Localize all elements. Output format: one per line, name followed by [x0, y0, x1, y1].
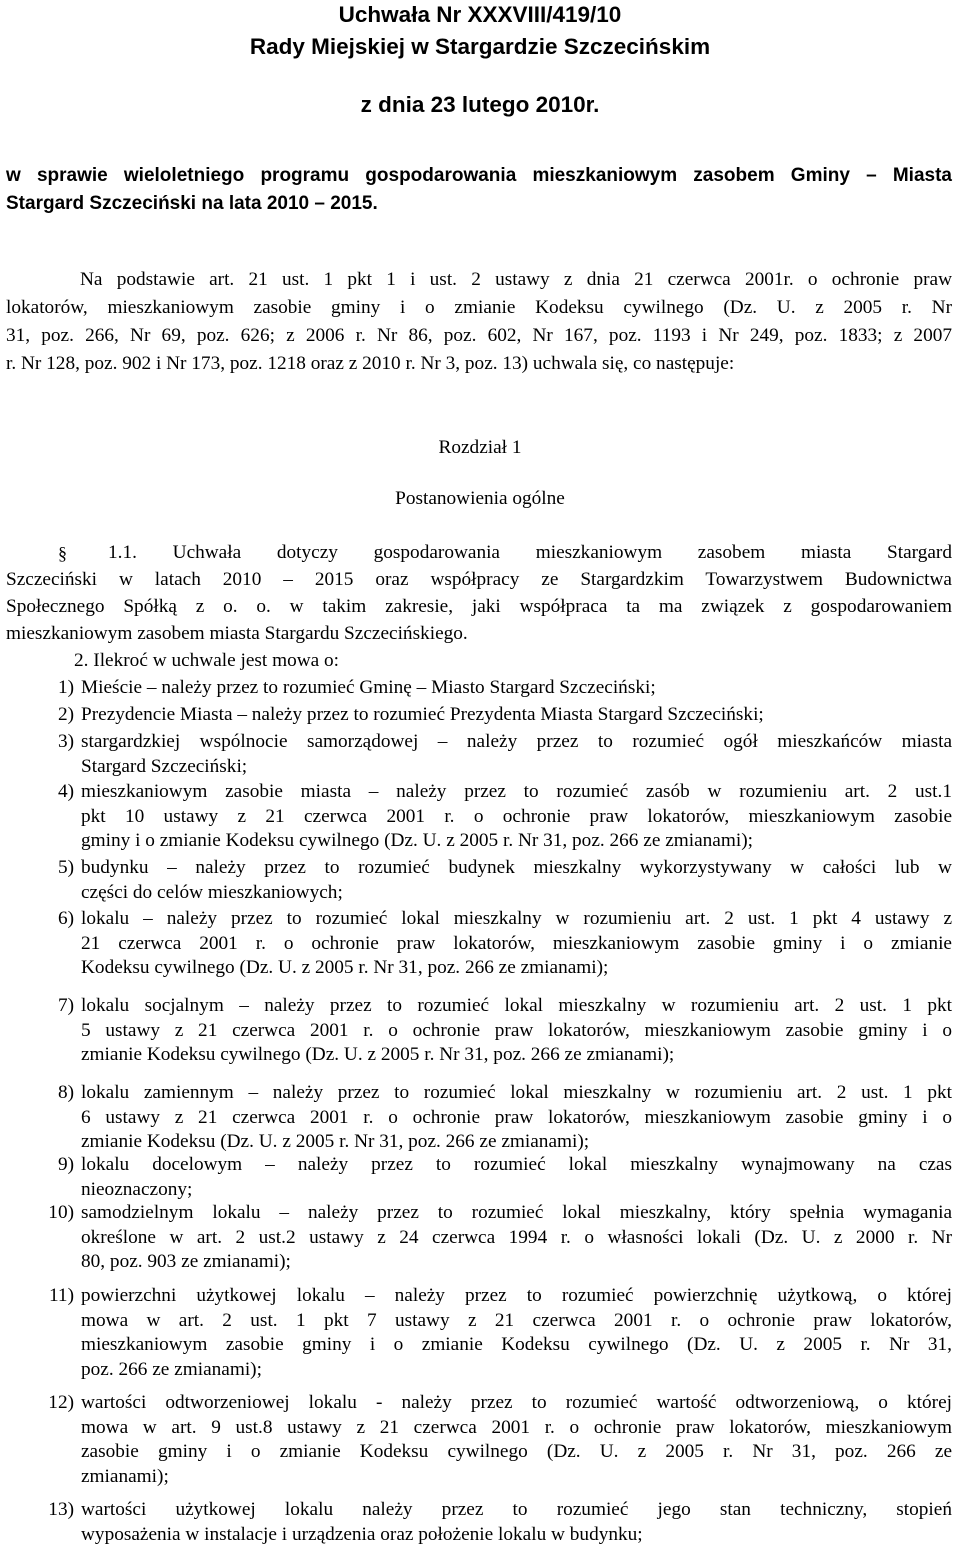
section-mark: § — [58, 543, 67, 563]
definition-text-line: Stargard Szczeciński; — [81, 755, 248, 777]
definition-text-line: mowa w art. 2 ust. 1 pkt 7 ustawy z 21 czerwca 2001 r. o ochronie praw lokatorów, — [81, 1309, 952, 1331]
definition-number: 5) — [57, 857, 74, 878]
definition-text-line: powierzchni użytkowej lokalu – należy przez to rozumieć powierzchnię użytkową, o której — [81, 1285, 952, 1306]
preamble-line: lokatorów, mieszkaniowym zasobie gminy i o zmianie Kodeksu cywilnego (Dz. U. z 2005 r. Nr — [6, 297, 952, 318]
definitions-intro: 2. Ilekroć w uchwale jest mowa o: — [74, 650, 340, 671]
subject-line-1: w sprawie wieloletniego programu gospodarowania mieszkaniowym zasobem Gminy – Miasta — [6, 165, 952, 186]
resolution-date: z dnia 23 lutego 2010r. — [360, 92, 600, 117]
definition-number: 13) — [48, 1499, 74, 1520]
definition-text-line: zmianie Kodeksu cywilnego (Dz. U. z 2005 r. Nr 31, poz. 266 ze zmianami); — [81, 1044, 675, 1066]
subject-line-2: Stargard Szczeciński na lata 2010 – 2015. — [6, 193, 378, 214]
definition-text-line: stargardzkiej wspólnocie samorządowej – należy przez to rozumieć ogół mieszkańców miasta — [81, 731, 952, 752]
definition-text-line: samodzielnym lokalu – należy przez to rozumieć lokal mieszkalny, który spełnia wymagania — [81, 1202, 952, 1223]
definition-text-line: wartości użytkowej lokalu należy przez to rozumieć jego stan techniczny, stopień — [81, 1499, 952, 1520]
definition-text-line: lokalu – należy przez to rozumieć lokal mieszkalny w rozumieniu art. 2 ust. 1 pkt 4 ustawy z — [81, 908, 952, 929]
definition-text-line: 6 ustawy z 21 czerwca 2001 r. o ochronie praw lokatorów, mieszkaniowym zasobie gminy i o — [81, 1106, 952, 1128]
definition-text-line: wartości odtworzeniowej lokalu - należy przez to rozumieć wartość odtworzeniową, o której — [81, 1392, 952, 1413]
definition-number: 11) — [49, 1285, 74, 1306]
definition-text-line: wyposażenia w instalacje i urządzenia oraz położenie lokalu w budynku; — [81, 1523, 643, 1545]
preamble-line: 31, poz. 266, Nr 69, poz. 626; z 2006 r. Nr 86, poz. 602, Nr 167, poz. 1193 i Nr 249, poz. 1833; z 2007 — [6, 325, 952, 346]
definition-text-line: gminy i o zmianie Kodeksu cywilnego (Dz. U. z 2005 r. Nr 31, poz. 266 ze zmianami); — [81, 830, 753, 852]
definition-text-line: 5 ustawy z 21 czerwca 2001 r. o ochronie praw lokatorów, mieszkaniowym zasobie gminy i o — [81, 1019, 952, 1041]
definition-text-line: mieszkaniowym zasobie gminy i o zmianie Kodeksu cywilnego (Dz. U. z 2005 r. Nr 31, — [81, 1334, 952, 1356]
definition-number: 6) — [57, 908, 74, 929]
section-line: Społecznego Spółką z o. o. w takim zakresie, jaki współpraca ta ma związek z gospodarowaniem — [6, 596, 952, 617]
chapter-number: Rozdział 1 — [438, 437, 522, 458]
section-line: Szczeciński w latach 2010 – 2015 oraz współpracy ze Stargardzkim Towarzystwem Budownictwa — [6, 569, 952, 590]
definition-text-line: poz. 266 ze zmianami); — [81, 1359, 262, 1381]
definition-number: 8) — [57, 1082, 74, 1103]
definition-text-line: lokalu docelowym – należy przez to rozumieć lokal mieszkalny wynajmowany na czas — [81, 1154, 952, 1175]
definition-number: 10) — [48, 1202, 74, 1223]
definition-number: 3) — [57, 731, 74, 752]
definition-number: 2) — [57, 704, 74, 725]
chapter-title: Postanowienia ogólne — [395, 488, 565, 509]
definition-text-line: pkt 10 ustawy z 21 czerwca 2001 r. o ochronie praw lokatorów, mieszkaniowym zasobie — [81, 805, 952, 827]
section-line: 1.1. Uchwała dotyczy gospodarowania mieszkaniowym zasobem miasta Stargard — [108, 542, 952, 563]
section-line: mieszkaniowym zasobem miasta Stargardu Szczecińskiego. — [6, 623, 468, 644]
definition-number: 1) — [57, 677, 74, 698]
definition-number: 12) — [48, 1392, 74, 1413]
definition-text-line: zmianie Kodeksu (Dz. U. z 2005 r. Nr 31, poz. 266 ze zmianami); — [81, 1131, 590, 1153]
definition-text-line: określone w art. 2 ust.2 ustawy z 24 czerwca 1994 r. o własności lokali (Dz. U. z 2000 r. Nr — [81, 1226, 952, 1248]
definition-text-line: mowa w art. 9 ust.8 ustawy z 21 czerwca 2001 r. o ochronie praw lokatorów, mieszkaniowym — [81, 1416, 952, 1438]
definition-text-line: lokalu zamiennym – należy przez to rozumieć lokal mieszkalny w rozumieniu art. 2 ust. 1 pkt — [81, 1082, 952, 1103]
definition-text-line: budynku – należy przez to rozumieć budynek mieszkalny wykorzystywany w całości lub w — [81, 857, 952, 878]
definition-text-line: Prezydencie Miasta – należy przez to rozumieć Prezydenta Miasta Stargard Szczeciński; — [81, 704, 764, 725]
definition-text-line: zmianami); — [81, 1466, 169, 1488]
definition-text-line: nieoznaczony; — [81, 1178, 193, 1200]
council-name: Rady Miejskiej w Stargardzie Szczecińskim — [249, 34, 711, 59]
preamble-line: Na podstawie art. 21 ust. 1 pkt 1 i ust. 2 ustawy z dnia 21 czerwca 2001r. o ochronie praw — [80, 269, 952, 290]
preamble-line: r. Nr 128, poz. 902 i Nr 173, poz. 1218 oraz z 2010 r. Nr 3, poz. 13) uchwala się, co następuje: — [6, 353, 735, 374]
definition-number: 9) — [57, 1154, 74, 1175]
definition-text-line: mieszkaniowym zasobie miasta – należy przez to rozumieć zasób w rozumieniu art. 2 ust.1 — [81, 781, 952, 802]
definition-text-line: zasobie gminy i o zmianie Kodeksu cywilnego (Dz. U. z 2005 r. Nr 31, poz. 266 ze — [81, 1441, 952, 1463]
definition-text-line: lokalu socjalnym – należy przez to rozumieć lokal mieszkalny w rozumieniu art. 2 ust. 1 pkt — [81, 995, 952, 1016]
definition-text-line: Mieście – należy przez to rozumieć Gminę – Miasto Stargard Szczeciński; — [81, 677, 656, 698]
definition-text-line: części do celów mieszkaniowych; — [81, 881, 343, 903]
definition-text-line: 80, poz. 903 ze zmianami); — [81, 1251, 291, 1273]
definition-number: 4) — [57, 781, 74, 802]
definition-text-line: Kodeksu cywilnego (Dz. U. z 2005 r. Nr 31, poz. 266 ze zmianami); — [81, 957, 609, 979]
definition-text-line: 21 czerwca 2001 r. o ochronie praw lokatorów, mieszkaniowym zasobie gminy i o zmianie — [81, 932, 952, 954]
resolution-title: Uchwała Nr XXXVIII/419/10 — [338, 2, 622, 27]
definition-number: 7) — [57, 995, 74, 1016]
